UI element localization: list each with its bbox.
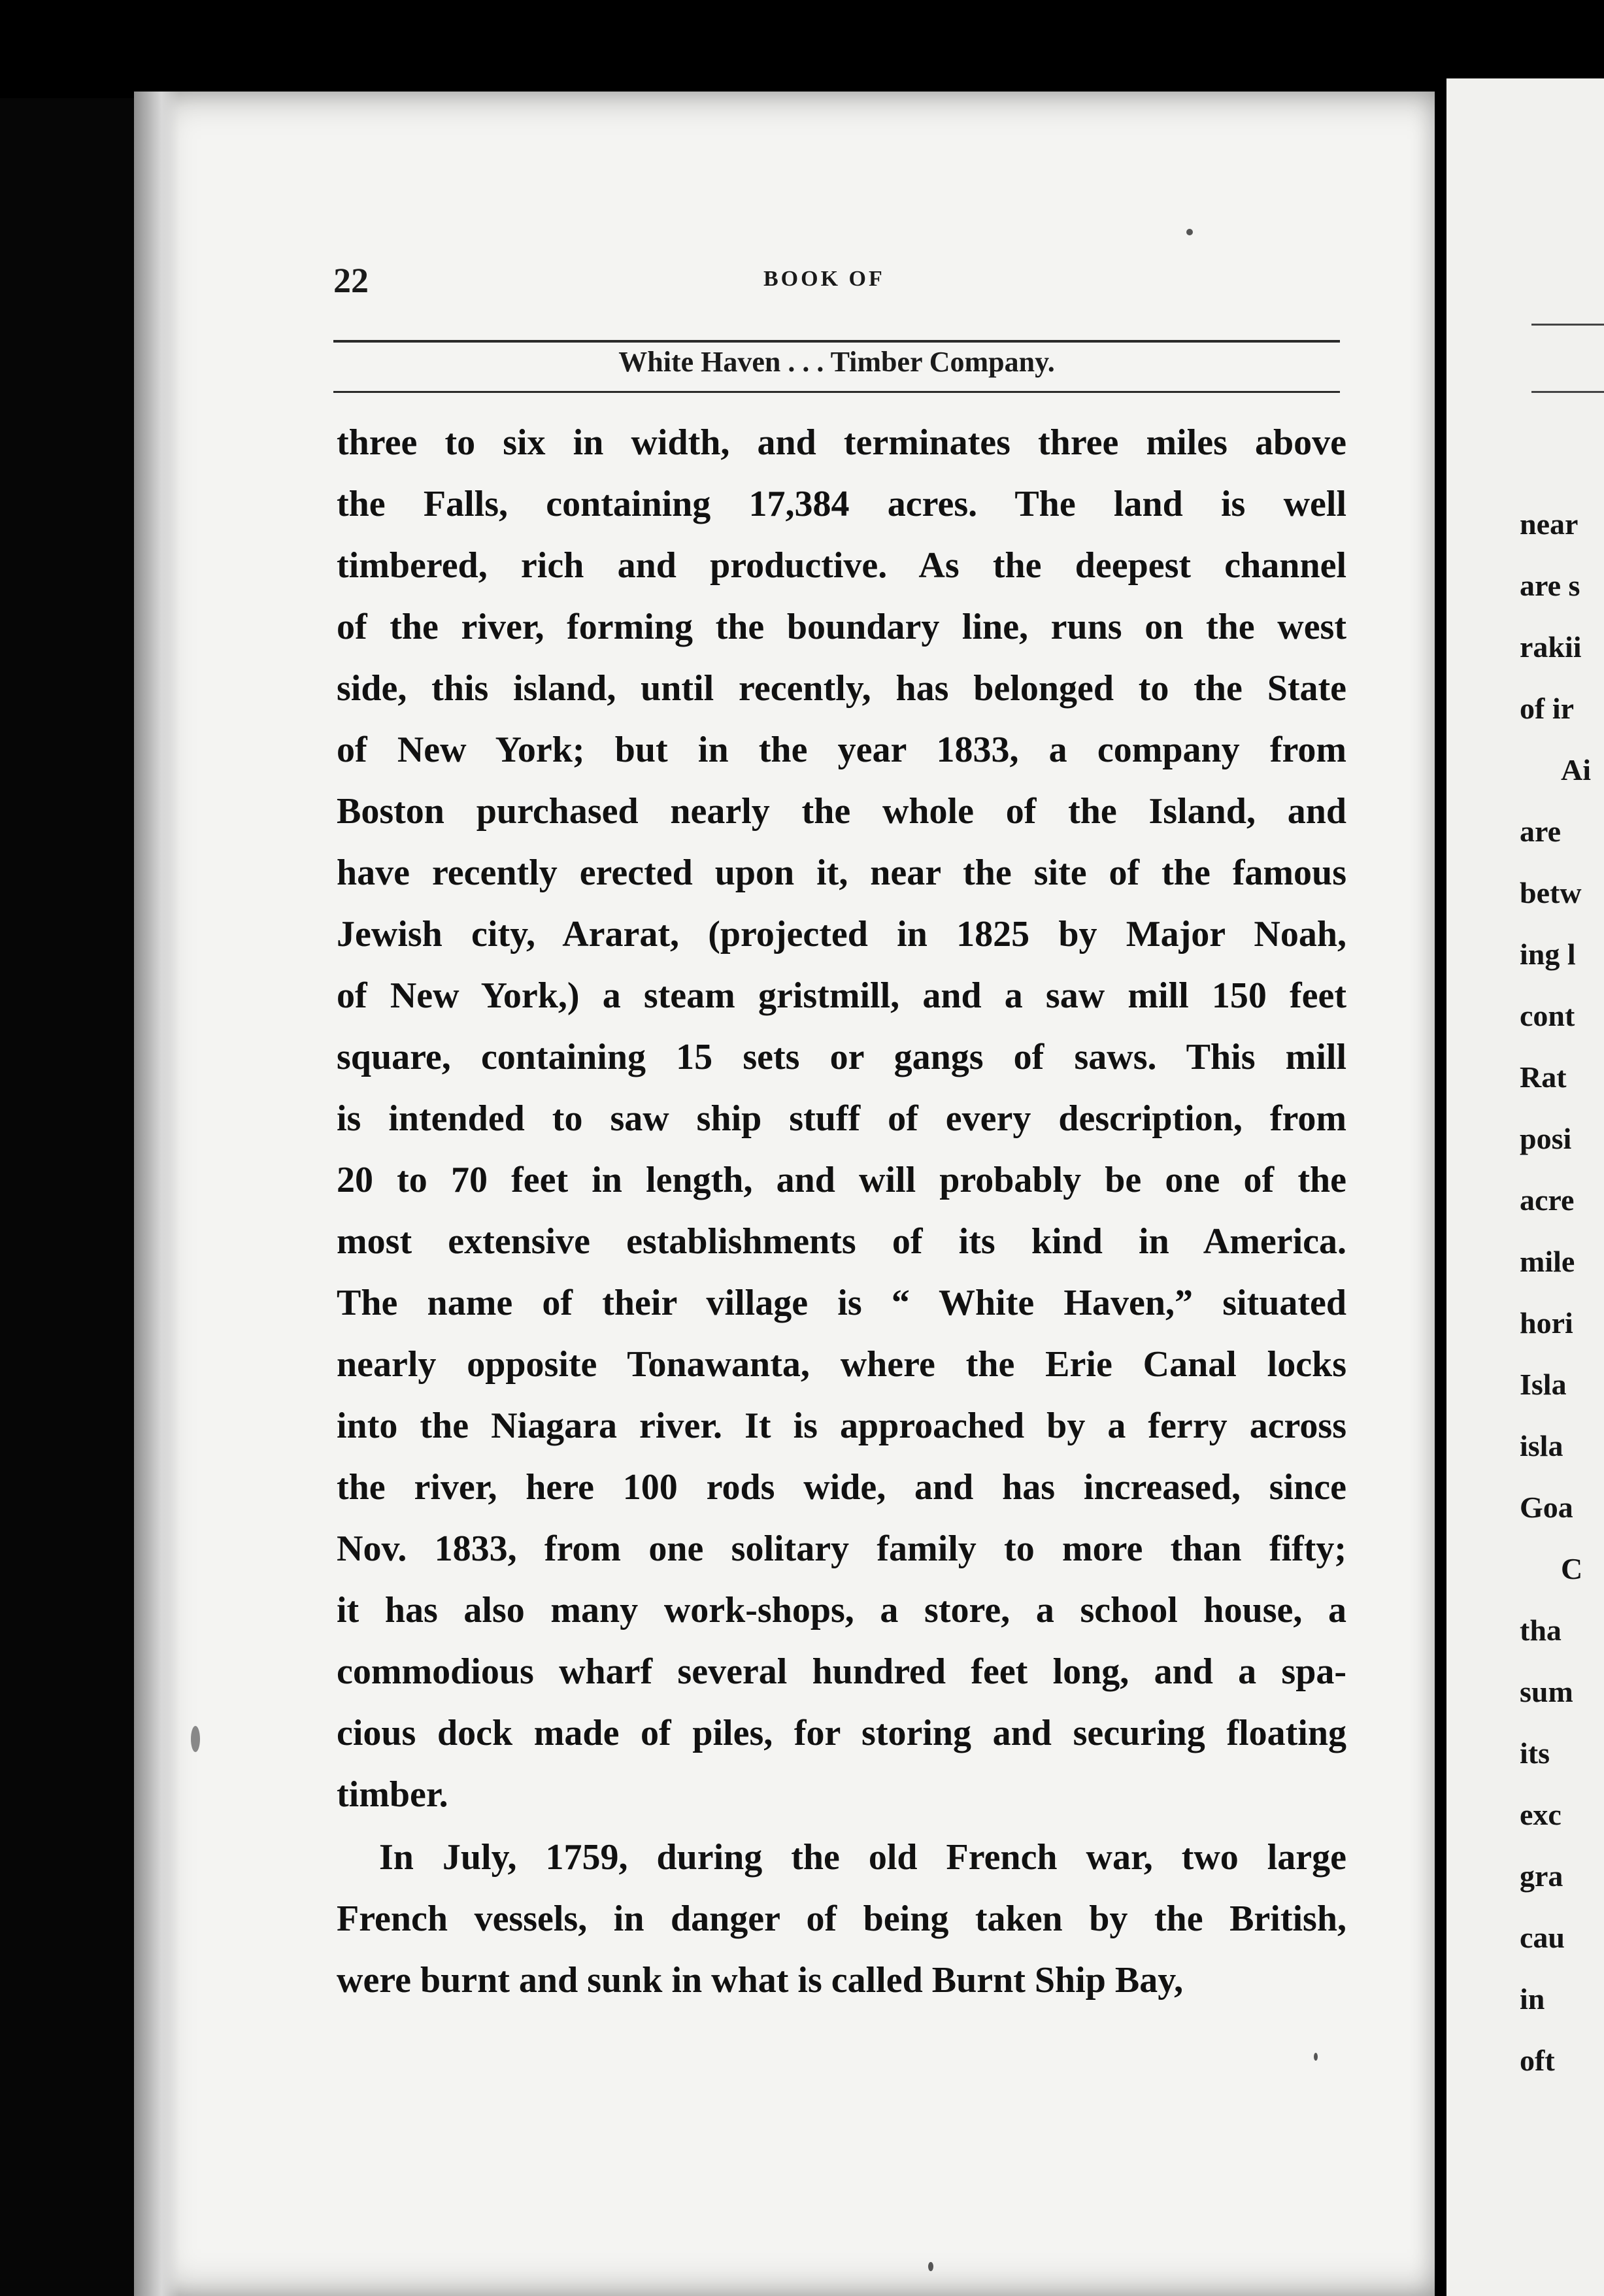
adjacent-page-rule (1531, 391, 1604, 393)
adjacent-page-line: in (1520, 1982, 1545, 2016)
adjacent-page-line: sum (1520, 1675, 1573, 1708)
adjacent-page-line: Ai (1561, 753, 1591, 786)
adjacent-page-line: are (1520, 815, 1562, 848)
scan-speck (191, 1726, 200, 1752)
adjacent-page-line: ing l (1520, 937, 1576, 971)
adjacent-page-line: gra (1520, 1859, 1563, 1893)
text-line: is intended to saw ship stuff of every description, from (337, 1098, 1346, 1139)
text-line: Jewish city, Ararat, (projected in 1825 by Major Noah, (337, 914, 1346, 954)
adjacent-page-line: cau (1520, 1921, 1565, 1954)
adjacent-page-line: tha (1520, 1613, 1562, 1647)
adjacent-page-line: of ir (1520, 692, 1575, 725)
text-line: commodious wharf several hundred feet long, and a spa- (337, 1651, 1346, 1692)
scan-speck (928, 2262, 933, 2271)
adjacent-page-line: Rat (1520, 1060, 1567, 1094)
text-line: cious dock made of piles, for storing and securing floating (337, 1713, 1346, 1753)
text-line: timber. (337, 1774, 448, 1815)
adjacent-page-line: Isla (1520, 1368, 1567, 1401)
text-line: The name of their village is “ White Haven,” situated (337, 1283, 1346, 1323)
text-line: side, this island, until recently, has belonged to the State (337, 668, 1346, 709)
text-line: square, containing 15 sets or gangs of saws. This mill (337, 1037, 1346, 1077)
adjacent-page-line: isla (1520, 1429, 1563, 1462)
text-line: French vessels, in danger of being taken by the British, (337, 1899, 1346, 1939)
text-line: timbered, rich and productive. As the deepest channel (337, 545, 1346, 586)
text-line: it has also many work-shops, a store, a school house, a (337, 1590, 1346, 1630)
text-line: into the Niagara river. It is approached by a ferry across (337, 1406, 1346, 1446)
adjacent-page-rule (1531, 324, 1604, 326)
adjacent-page-line: posi (1520, 1122, 1572, 1155)
adjacent-page-line: oft (1520, 2044, 1555, 2077)
running-title: BOOK OF (763, 267, 885, 291)
text-line: of New York; but in the year 1833, a company from (337, 730, 1346, 770)
scan-speck (1186, 229, 1193, 235)
scan-speck (1314, 2053, 1318, 2061)
adjacent-page-line: acre (1520, 1183, 1575, 1217)
adjacent-page-line: betw (1520, 876, 1582, 909)
body-text (337, 412, 1346, 2011)
adjacent-page-line: C (1561, 1552, 1583, 1585)
adjacent-page-line: near (1520, 507, 1579, 541)
text-line: of New York,) a steam gristmill, and a saw mill 150 feet (337, 975, 1346, 1016)
adjacent-page-line: Goa (1520, 1491, 1573, 1524)
text-line: the Falls, containing 17,384 acres. The land is well (337, 484, 1346, 524)
text-line: Boston purchased nearly the whole of the Island, and (337, 791, 1346, 832)
adjacent-page-line: are s (1520, 569, 1580, 602)
adjacent-page-line: exc (1520, 1798, 1562, 1831)
adjacent-page-fragment (1446, 78, 1604, 2296)
book-gutter (1435, 72, 1446, 2296)
text-line: of the river, forming the boundary line, runs on the west (337, 607, 1346, 647)
text-line: Nov. 1833, from one solitary family to more than fifty; (337, 1528, 1346, 1569)
text-line: nearly opposite Tonawanta, where the Erie Canal locks (337, 1344, 1346, 1385)
page-number: 22 (333, 261, 369, 300)
text-line: have recently erected upon it, near the site of the famous (337, 853, 1346, 893)
header-rule-top (333, 340, 1340, 343)
section-header: White Haven . . . Timber Company. (618, 346, 1055, 378)
adjacent-page-line: rakii (1520, 630, 1582, 664)
text-line: In July, 1759, during the old French war, two large (379, 1837, 1346, 1878)
scan-top-border (0, 0, 1604, 98)
text-line: most extensive establishments of its kind in America. (337, 1221, 1346, 1262)
adjacent-page-line: its (1520, 1736, 1550, 1770)
adjacent-page-line: mile (1520, 1245, 1575, 1278)
text-line: were burnt and sunk in what is called Burnt Ship Bay, (337, 1960, 1184, 2001)
adjacent-page-line: cont (1520, 999, 1575, 1032)
header-rule-bottom (333, 391, 1340, 393)
page-header (333, 260, 1340, 299)
text-line: the river, here 100 rods wide, and has increased, since (337, 1467, 1346, 1508)
page-shadow-edge (134, 92, 180, 2296)
text-line: 20 to 70 feet in length, and will probably be one of the (337, 1160, 1346, 1200)
adjacent-page-line: hori (1520, 1306, 1573, 1340)
text-line: three to six in width, and terminates three miles above (337, 422, 1346, 463)
